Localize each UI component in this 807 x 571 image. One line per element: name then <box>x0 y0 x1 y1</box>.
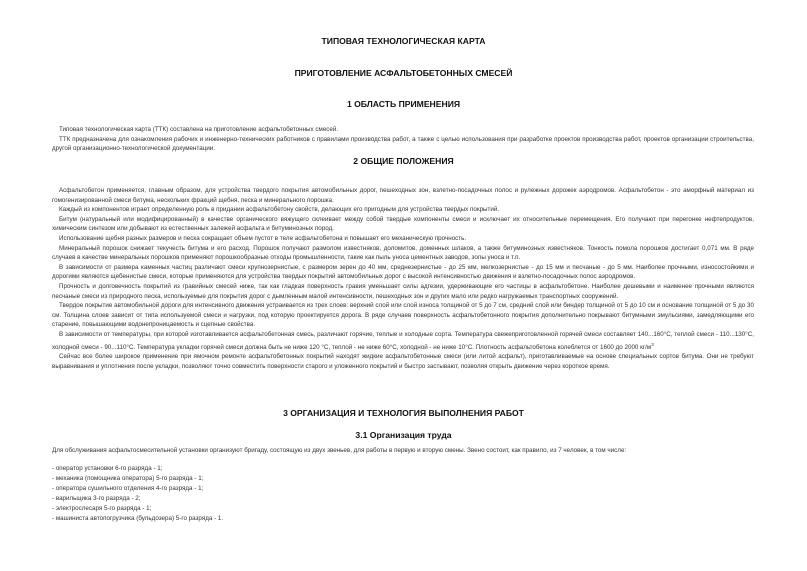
document-subtitle: ПРИГОТОВЛЕНИЕ АСФАЛЬТОБЕТОННЫХ СМЕСЕЙ <box>294 68 513 78</box>
section-2-paragraph: В зависимости от размера каменных частиц различают смеси крупнозернистые, с размером зерен до 40 мм, среднезернистые - до 25 мм, мелкозернистые - до 15 мм и песчаные - до 5 мм. Наиболее прочными, износостойкими и дорогими являются щебенистые смеси, которые применяются для устройства твердых покрытий автомобильных дорог с высокой интенсивностью движения и взлетно-посадочных полос аэродромов. <box>52 263 754 281</box>
list-item: - оператора сушильного отделения 4-го разряда - 1; <box>52 485 204 492</box>
document-title: ТИПОВАЯ ТЕХНОЛОГИЧЕСКАЯ КАРТА <box>321 36 486 46</box>
list-item: - электрослесаря 5-го разряда - 1; <box>52 505 152 512</box>
section-2-paragraph: Твердое покрытие автомобильной дороги для интенсивного движения устраивается из трех слоев: верхний слой или слой износа толщиной от 5 до 7 см, средний слой или биндер толщиной от 5 до 10 см и основание толщиной от 5 до 30 см. Толщина слоев зависит от типа используемой смеси и нагрузки, под которую проектируется дорога. В ряде случаев поверхность асфальтобетонного покрытия дополнительно покрывают битумными эмульсиями, замедляющими его старение, повышающими водонепроницаемость и сцепные свойства. <box>52 302 754 329</box>
crew-list <box>52 464 754 524</box>
list-item: - машиниста автопогрузчика (бульдозера) 5-го разряда - 1. <box>52 515 224 522</box>
density-unit-power: 3 <box>651 341 654 347</box>
section-2-paragraph: Каждый из компонентов играет определенную роль в придании асфальтобетону свойств, делающих его пригодным для устройства твердых покрытий. <box>59 206 500 214</box>
section-2-paragraph: Прочность и долговечность покрытий из гравийных смесей ниже, так как гладкая поверхность гравия уменьшает силы адгезии, удерживающие его частицы в асфальтобетоне. Наиболее дешевыми и наименее прочными являются песчаные смеси из природного песка, используемые для покрытия дорог с дымленным малой интенсивности, пешеходных зон и других мало или редко нагружаемых транспортных сооружений. <box>52 282 754 300</box>
section-2-paragraph: Использование щебня разных размеров и песка сокращает объем пустот в теле асфальтобетона и повышает его механическую прочность. <box>59 234 467 242</box>
section-3-heading: 3 ОРГАНИЗАЦИЯ И ТЕХНОЛОГИЯ ВЫПОЛНЕНИЯ РАБОТ <box>283 408 524 418</box>
section-1-paragraph: Типовая технологическая карта (ТТК) составлена на приготовление асфальтобетонных смесей. <box>59 126 339 133</box>
section-2-paragraph: Минеральный порошок снижает текучесть битума и его расход. Порошок получают размолом известняков, доломитов, доменных шлаков, а также битуминозных известняков. Тонкость помола порошков достигает 0,071 мм. В ряде случаев в качестве минеральных порошков применяют порошкообразные отходы промышленности, такие как пыль уноса цементных заводов, золы уноса и т.п. <box>52 244 754 262</box>
section-3-intro: Для обслуживания асфальтосмесительной установки организуют бригаду, состоящую из двух звеньев, для работы в первую и вторую смены. Звено состоит, как правило, из 7 человек, в том числе: <box>52 447 627 454</box>
section-2-paragraph: Сейчас все более широкое применение при ямочном ремонте асфальтобетонных покрытий находят жидкие асфальтобетонные смеси (или литой асфальт), приготавливаемые на основе специальных сортов битума. Они не требуют выравнивания и уплотнения после укладки, позволяют точно совместить поверхности старого и уложенного покрытий и быстро застывают, позволяя открыть движение через короткое время. <box>52 353 754 370</box>
section-2-paragraph: В зависимости от температуры, при которой изготавливается асфальтобетонная смесь, различают горячие, теплые и холодные сорта. Температура свежеприготовленной горячей смеси составляет 140...160°С, теплой смеси - 110...130°С, холодной смеси - 90...110°С. Температура укладки горячей смеси должна быть не ниже 120 °С, теплой - не ниже 60°С, холодной - не ниже 10°С. Плотность асфальтобетона колеблется от 1600 до 2000 $кг/м^3$ <box>52 330 754 351</box>
section-2-paragraph: Битум (натуральный или модифицированный) в качестве органического вяжущего склеивает между собой твердые компоненты смеси и исключает их относительные перемещения. Его получают при перегонке нефтепродуктов, химическим синтезом или добывают из естественных залежей асфальта и битуминозных пород. <box>52 215 754 233</box>
list-item: - варильщика 3-го разряда - 2; <box>52 495 141 502</box>
list-item: - оператор установки 6-го разряда - 1; <box>52 465 163 472</box>
section-1-paragraph: ТТК предназначена для ознакомления рабочих и инженерно-технических работников с правилами производства работ, а также с целью использования при разработке проектов производства работ, проектов организации строительства, другой организационно-технологической документации. <box>52 135 754 153</box>
list-item: - механика (помощника оператора) 5-го разряда - 1; <box>52 475 204 482</box>
section-1-heading: 1 ОБЛАСТЬ ПРИМЕНЕНИЯ <box>346 99 461 109</box>
section-2-body <box>0 186 807 371</box>
section-3-1-subheading: 3.1 Организация труда <box>355 430 452 440</box>
section-2-paragraph: Асфальтобетон применяется, главным образом, для устройства твердого покрытия автомобильных дорог, пешеходных зон, взлетно-посадочных полос и рулежных дорожек аэродромов. Асфальтобетон - это аморфный материал из гомогенизированной смеси битума, нескольких фракций щебня, песка и минерального порошка. <box>52 187 754 204</box>
section-2-heading: 2 ОБЩИЕ ПОЛОЖЕНИЯ <box>353 156 454 166</box>
